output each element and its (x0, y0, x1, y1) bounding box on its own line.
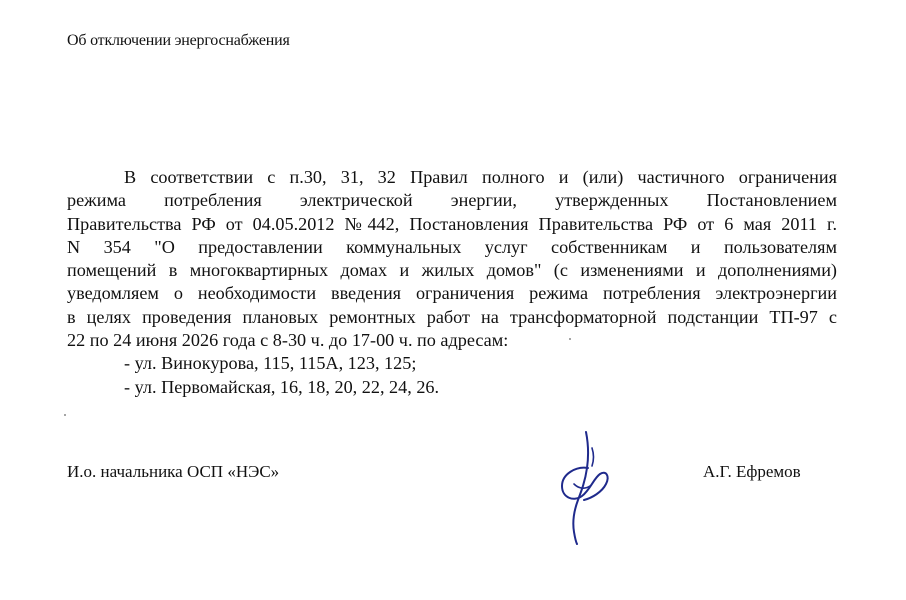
scan-speck (569, 338, 571, 340)
body-line-5: помещений в многоквартирных домах и жилых домов" (с изменениями и дополнениями) (67, 260, 837, 281)
address-line-1: - ул. Винокурова, 115, 115А, 123, 125; (124, 353, 417, 374)
body-line-3: Правительства РФ от 04.05.2012 №442, Постановления Правительства РФ от 6 мая 2011 г. (67, 213, 837, 234)
document-subject: Об отключении энергоснабжения (67, 32, 290, 49)
body-line-4: N 354 "О предоставлении коммунальных услуг собственникам и пользователям (67, 236, 837, 257)
signatory-name: А.Г. Ефремов (703, 462, 801, 481)
handwritten-signature (548, 428, 618, 546)
address-line-2: - ул. Первомайская, 16, 18, 20, 22, 24, 26. (124, 376, 440, 397)
body-line-1: В соответствии с п.30, 31, 32 Правил полного и (или) частичного ограничения (124, 167, 837, 187)
document-body (67, 166, 837, 399)
signatory-title: И.о. начальника ОСП «НЭС» (67, 462, 280, 481)
body-line-8: 22 по 24 июня 2026 года с 8-30 ч. до 17-00 ч. по адресам: (67, 330, 509, 351)
body-line-6: уведомляем о необходимости введения ограничения режима потребления электроэнергии (67, 283, 837, 304)
body-line-2: режима потребления электрической энергии, утвержденных Постановлением (67, 190, 837, 211)
body-line-7: в целях проведения плановых ремонтных работ на трансформаторной подстанции ТП-97 с (67, 306, 837, 327)
scan-speck (64, 414, 66, 416)
